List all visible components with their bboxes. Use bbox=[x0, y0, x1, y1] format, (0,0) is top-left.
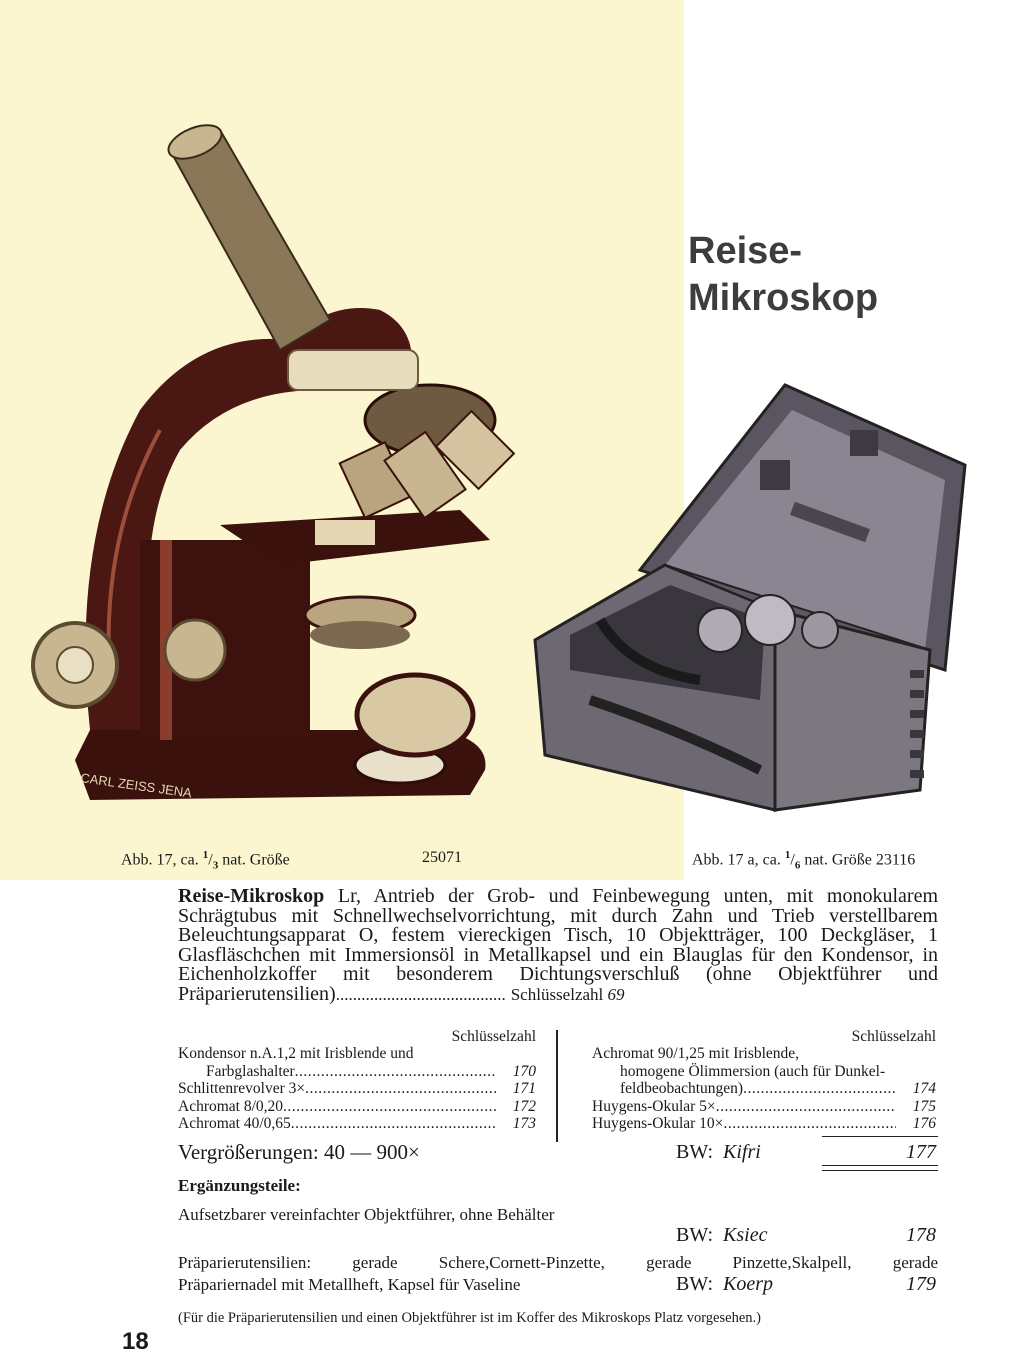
bw-label: BW: bbox=[676, 1273, 714, 1295]
list-item bbox=[592, 1063, 936, 1080]
supplement-item-2-line-2: Präpariernadel mit Metallheft, Kapsel für Vaseline bbox=[178, 1275, 521, 1294]
fraction-denominator: 3 bbox=[212, 859, 219, 872]
eyepiece-tube bbox=[170, 130, 330, 350]
bw-value: 179 bbox=[906, 1273, 936, 1295]
section-title: Ergänzungsteile: bbox=[178, 1176, 301, 1195]
column-header: Schlüsselzahl bbox=[851, 1028, 936, 1045]
list-item bbox=[592, 1098, 936, 1115]
page-number: 18 bbox=[122, 1328, 149, 1355]
bw-label: BW: bbox=[676, 1141, 714, 1163]
mirror bbox=[357, 675, 473, 755]
bw-code-item-1 bbox=[676, 1224, 767, 1247]
item-value: 174 bbox=[912, 1080, 936, 1098]
figure-17a-caption: Abb. 17 a, ca. $^1/_6$ nat. Größe 23116 bbox=[692, 849, 916, 872]
leader-dots bbox=[716, 1098, 896, 1115]
bw-label: BW: bbox=[676, 1224, 714, 1246]
item-value: 171 bbox=[512, 1080, 536, 1098]
item-value: 176 bbox=[912, 1115, 936, 1133]
caption-suffix: nat. Größe bbox=[222, 851, 290, 869]
microscope-illustration bbox=[30, 120, 550, 820]
item-label: Achromat 8/0,20 bbox=[178, 1097, 284, 1115]
caption-prefix: Abb. 17, ca. bbox=[121, 851, 199, 869]
parts-list-right bbox=[592, 1028, 936, 1132]
page-title bbox=[688, 228, 878, 322]
column-divider bbox=[556, 1030, 558, 1142]
footnote: (Für die Präparierutensilien und einen Objektführer ist im Koffer des Mikroskops Platz vorgesehen.) bbox=[178, 1310, 761, 1326]
supplement-item-1: Aufsetzbarer vereinfachter Objektführer, ohne Behälter bbox=[178, 1205, 555, 1224]
item-label: Achromat 90/1,25 mit Irisblende, bbox=[592, 1045, 800, 1063]
caption-prefix: Abb. 17 a, ca. bbox=[692, 851, 781, 869]
total-rule-single bbox=[822, 1136, 938, 1137]
figure-17-number: 25071 bbox=[422, 849, 462, 866]
leader-dots bbox=[305, 1080, 496, 1097]
list-item bbox=[178, 1063, 536, 1080]
list-item bbox=[592, 1080, 936, 1097]
product-description bbox=[178, 887, 938, 1005]
item-label: Farbglashalter bbox=[206, 1062, 295, 1080]
item-label: Achromat 40/0,65 bbox=[178, 1115, 291, 1133]
figure-17-caption: Abb. 17, ca. $^1/_3$ nat. Größe bbox=[121, 849, 290, 872]
bw-code: Koerp bbox=[723, 1273, 774, 1295]
caption-suffix: nat. Größe 23116 bbox=[804, 851, 916, 869]
item-label: homogene Ölimmersion (auch für Dunkel- bbox=[620, 1062, 886, 1080]
engraving: CARL ZEISS JENA bbox=[79, 770, 193, 801]
leader-dots bbox=[743, 1080, 896, 1097]
fraction-numerator: 1 bbox=[784, 849, 791, 861]
item-label: feldbeobachtungen) bbox=[620, 1080, 744, 1098]
bw-code-magnification bbox=[676, 1141, 761, 1164]
product-name: Reise-Mikroskop bbox=[178, 885, 325, 907]
item-value: 175 bbox=[912, 1097, 936, 1115]
item-label: Schlittenrevolver 3× bbox=[178, 1080, 306, 1098]
leader-dots bbox=[295, 1063, 496, 1080]
bw-value: 178 bbox=[906, 1224, 936, 1246]
parts-list-left bbox=[178, 1028, 536, 1132]
item-value: 170 bbox=[512, 1062, 536, 1080]
description-text: Lr, Antrieb der Grob- und Feinbewegung unten, mit monokularem Schrägtubus mit Schnellwechselvorrichtung, mit durch Zahn und Trieb verstellbarem Beleuchtungsapparat O, festem viereckigen Tisch, 10 Objektträger, 100 Deckgläser, 1 Glasfläschchen mit Immersionsöl in Metallkapsel und ein Blauglas für den Kondensor, in Eichenholzkoffer mit besonderem Dichtungsverschluß (ohne Objektführer und Präparierutensilien) bbox=[178, 885, 938, 1005]
total-rule-double bbox=[822, 1165, 938, 1171]
leader-dots bbox=[283, 1098, 496, 1115]
key-label: Schlüsselzahl bbox=[510, 984, 604, 1004]
bw-code: Ksiec bbox=[723, 1224, 768, 1246]
title-line-1: Reise- bbox=[688, 230, 803, 272]
column-header: Schlüsselzahl bbox=[451, 1028, 536, 1045]
item-value: 172 bbox=[512, 1097, 536, 1115]
list-item bbox=[178, 1098, 536, 1115]
supplement-item-2-line-1: Präparierutensilien: gerade Schere,Cornett-Pinzette, gerade Pinzette,Skalpell, gerade bbox=[178, 1253, 938, 1272]
list-item bbox=[592, 1115, 936, 1132]
title-line-2: Mikroskop bbox=[688, 277, 879, 319]
list-item bbox=[178, 1045, 536, 1062]
fraction-denominator: 6 bbox=[794, 859, 801, 872]
leader-dots: ........................................ bbox=[335, 984, 506, 1004]
travel-case-illustration bbox=[530, 370, 980, 820]
fine-focus-knob bbox=[165, 620, 225, 680]
key-number bbox=[511, 985, 625, 1004]
bw-value: 177 bbox=[906, 1141, 936, 1163]
list-item bbox=[178, 1080, 536, 1097]
leader-dots bbox=[723, 1115, 896, 1132]
item-label: Huygens-Okular 5× bbox=[592, 1097, 716, 1115]
item-label: Kondensor n.A.1,2 mit Irisblende und bbox=[178, 1045, 414, 1063]
bw-code-item-2 bbox=[676, 1273, 773, 1296]
leader-dots bbox=[291, 1115, 496, 1132]
item-value: 173 bbox=[512, 1115, 536, 1133]
magnification-range: Vergrößerungen: 40 — 900× bbox=[178, 1140, 420, 1164]
bw-code: Kifri bbox=[723, 1141, 761, 1163]
fraction-numerator: 1 bbox=[202, 849, 209, 861]
list-item bbox=[592, 1045, 936, 1062]
list-item bbox=[178, 1115, 536, 1132]
item-label: Huygens-Okular 10× bbox=[592, 1115, 724, 1133]
key-value: 69 bbox=[607, 984, 625, 1004]
